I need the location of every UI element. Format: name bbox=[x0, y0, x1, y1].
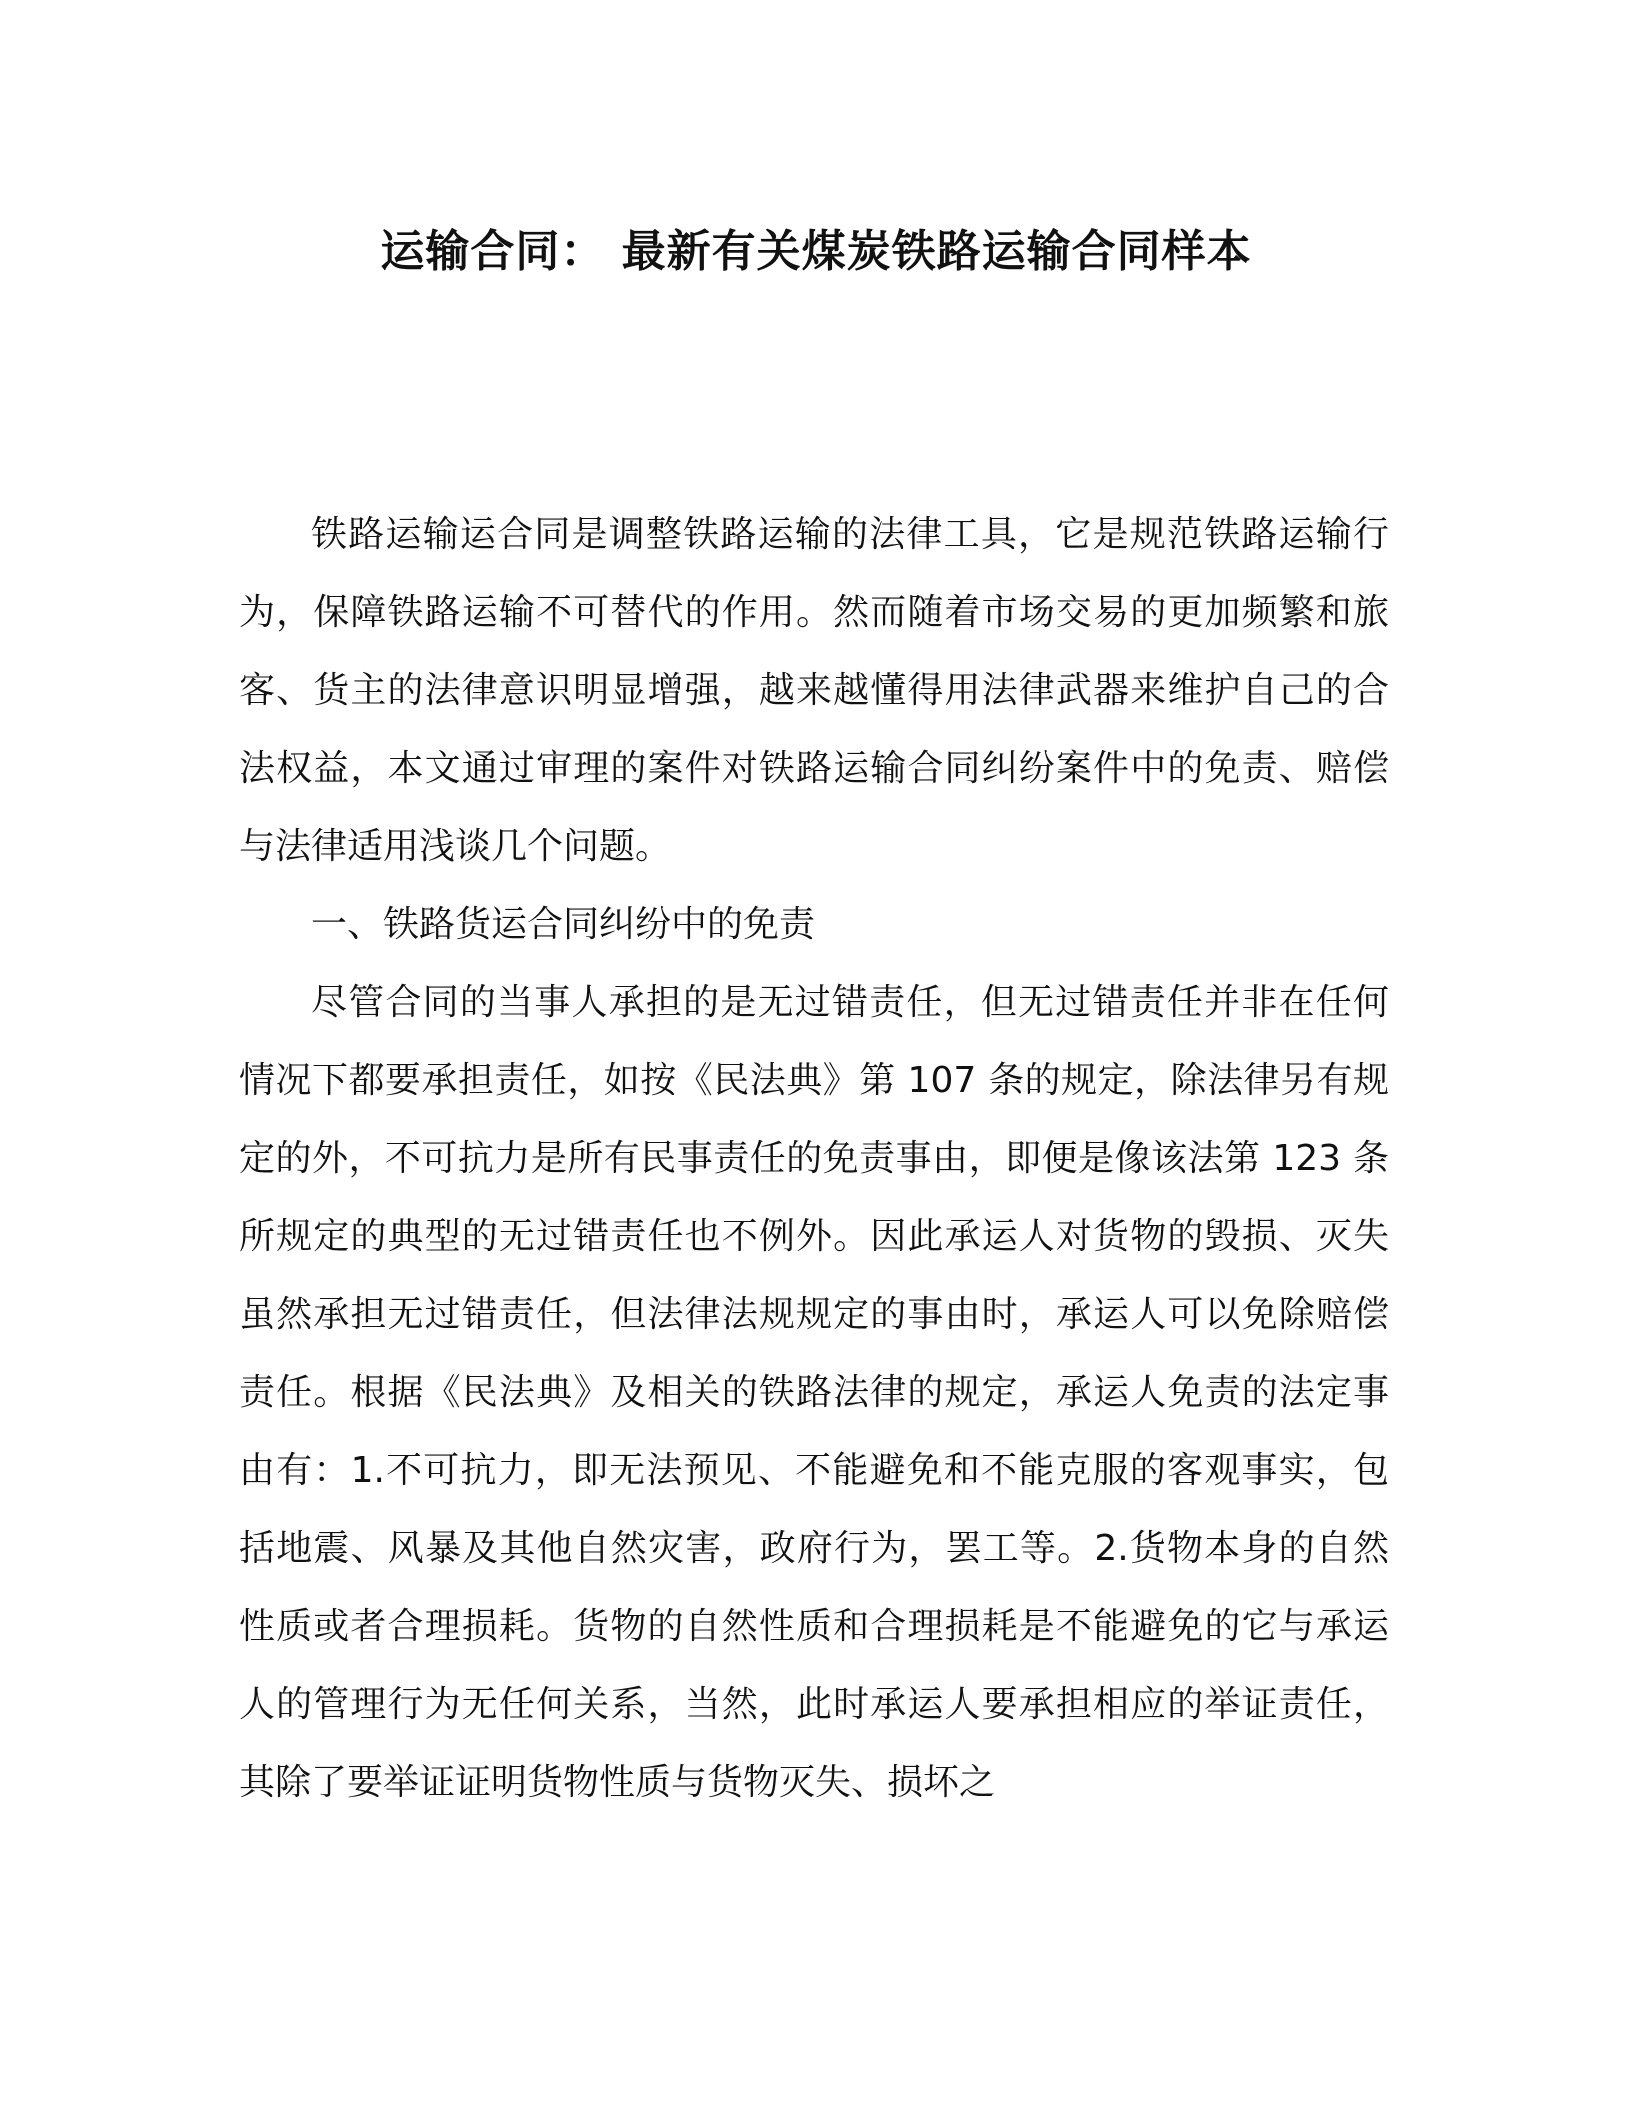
document-body bbox=[239, 496, 1389, 1822]
section-paragraph: 尽管合同的当事人承担的是无过错责任，但无过错责任并非在任何情况下都要承担责任，如按《民法典》第 107 条的规定，除法律另有规定的外，不可抗力是所有民事责任的免责事由，即便是像该法第 123 条所规定的典型的无过错责任也不例外。因此承运人对货物的毁损、灭失虽然承担无过错责任，但法律法规规定的事由时，承运人可以免除赔偿责任。根据《民法典》及相关的铁路法律的规定，承运人免责的法定事由有：1.不可抗力，即无法预见、不能避免和不能克服的客观事实，包括地震、风暴及其他自然灾害，政府行为，罢工等。2.货物本身的自然性质或者合理损耗。货物的自然性质和合理损耗是不能避免的它与承运人的管理行为无任何关系，当然，此时承运人要承担相应的举证责任，其除了要举证证明货物性质与货物灭失、损坏之 bbox=[239, 982, 1389, 1803]
intro-paragraph: 铁路运输运合同是调整铁路运输的法律工具，它是规范铁路运输行为，保障铁路运输不可替代的作用。然而随着市场交易的更加频繁和旅客、货主的法律意识明显增强，越来越懂得用法律武器来维护自己的合法权益，本文通过审理的案件对铁路运输合同纠纷案件中的免责、赔偿与法律适用浅谈几个问题。 bbox=[239, 514, 1389, 867]
section-heading: 一、铁路货运合同纠纷中的免责 bbox=[311, 904, 816, 945]
document-title: 运输合同： 最新有关煤炭铁路运输合同样本 bbox=[380, 226, 1252, 277]
